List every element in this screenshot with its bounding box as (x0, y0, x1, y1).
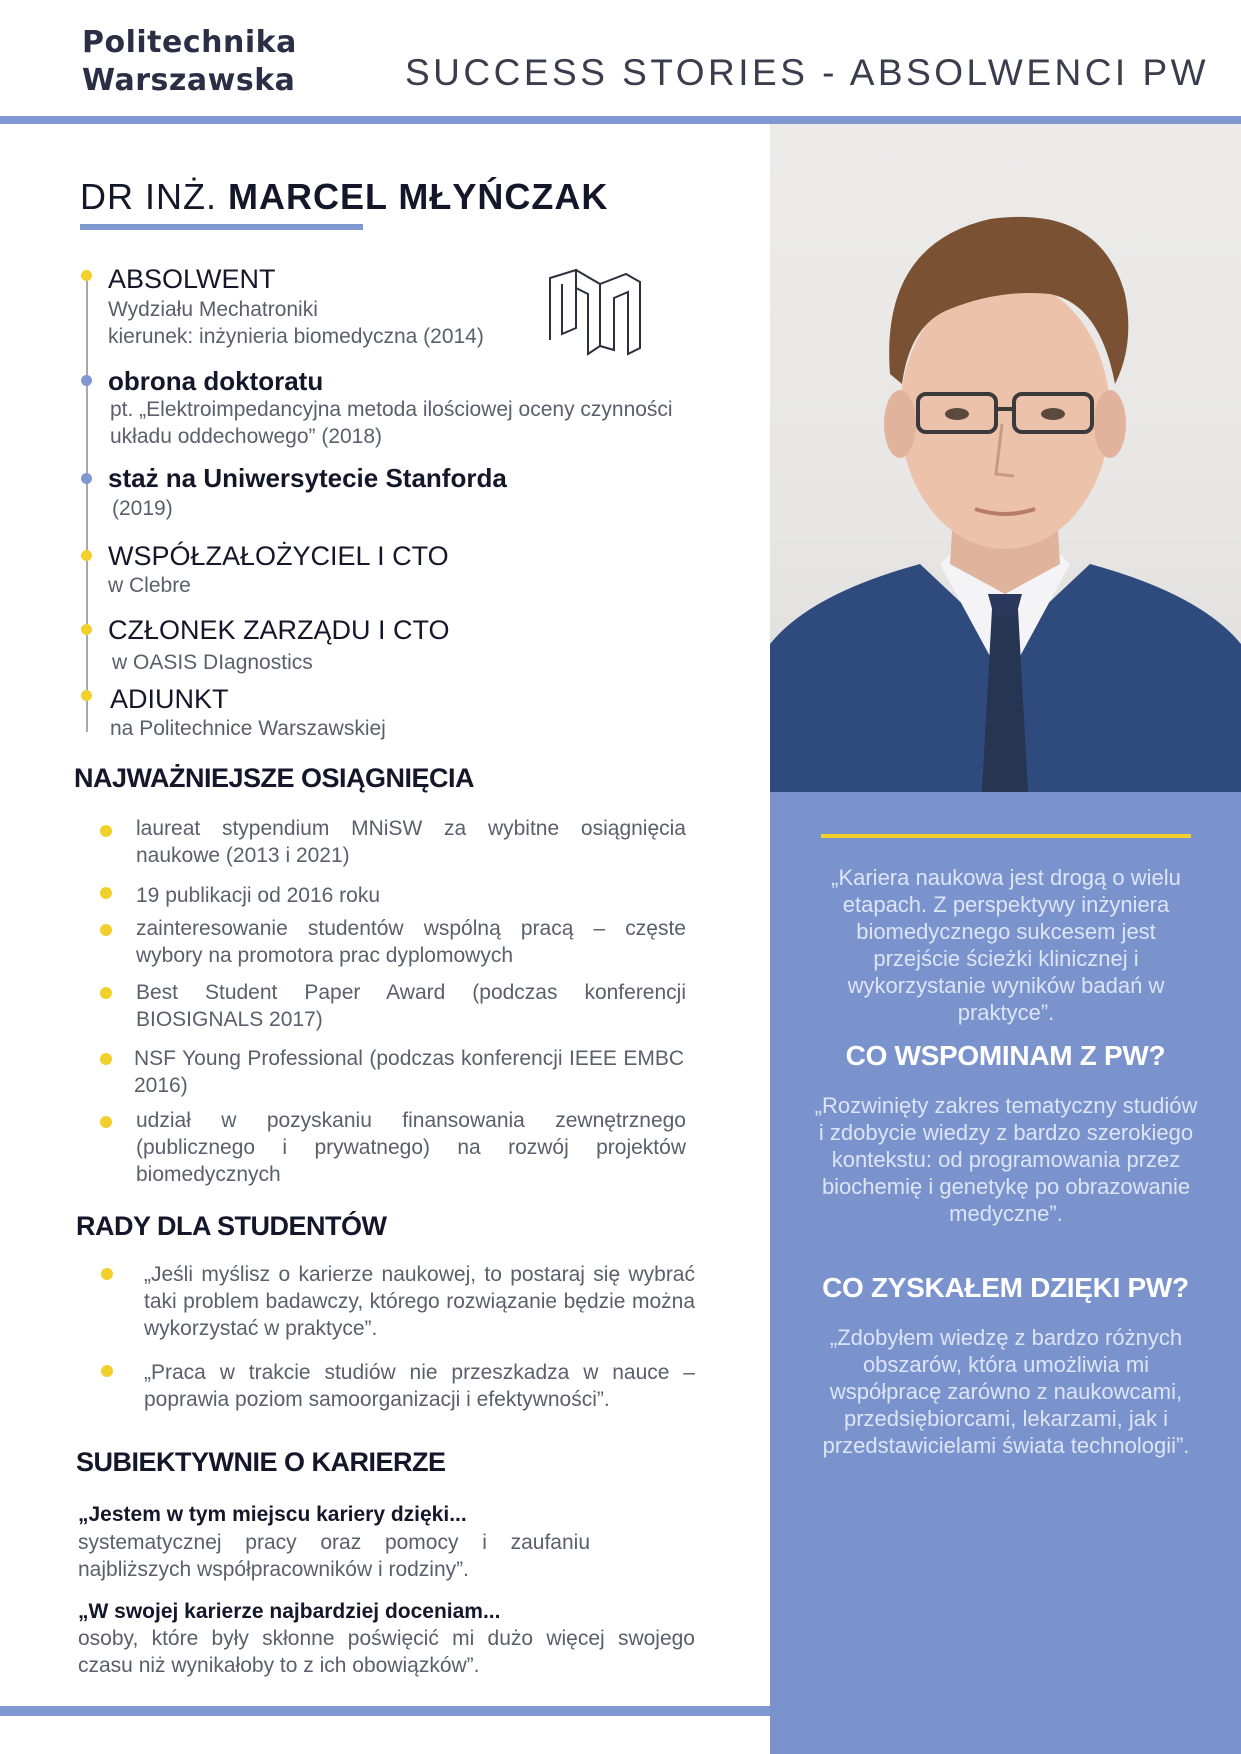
advice-heading: RADY DLA STUDENTÓW (76, 1211, 387, 1241)
timeline-title: CZŁONEK ZARZĄDU I CTO (108, 615, 450, 645)
bullet-dot (100, 1053, 112, 1065)
quotes-panel (770, 792, 1241, 1754)
name-prefix: DR INŻ. (80, 176, 217, 217)
timeline-dot (81, 624, 92, 635)
career-heading: SUBIEKTYWNIE O KARIERZE (76, 1447, 446, 1477)
logo-line-2: Warszawska (82, 63, 296, 98)
timeline-title: ADIUNKT (110, 684, 229, 714)
achievement-item: zainteresowanie studentów wspólną pracą – częste wybory na promotora prac dyplomowych (136, 917, 686, 967)
achievement-item: laureat stypendium MNiSW za wybitne osiągnięcia naukowe (2013 i 2021) (136, 817, 686, 867)
bullet-dot (100, 987, 112, 999)
timeline-dot (81, 473, 92, 484)
timeline-title: ABSOLWENT (108, 264, 276, 294)
page-header-title: SUCCESS STORIES - ABSOLWENCI PW (405, 52, 1210, 93)
bullet-dot (100, 1116, 112, 1128)
side-quote-gains: „Zdobyłem wiedzę z bardzo różnych obszarów, która umożliwia mi współpracę zarówno z naukowcami, przedsiębiorcami, lekarzami, jak i przedstawicielami świata technologii”. (822, 1325, 1190, 1458)
timeline-title: staż na Uniwersytecie Stanforda (108, 463, 507, 493)
side-heading-memories: CO WSPOMINAM Z PW? (845, 1040, 1166, 1071)
career-question-1: „Jestem w tym miejscu kariery dzięki... (78, 1503, 467, 1526)
achievements-heading: NAJWAŻNIEJSZE OSIĄGNIĘCIA (74, 763, 475, 793)
timeline-detail: kierunek: inżynieria biomedyczna (2014) (108, 325, 484, 348)
timeline-title: WSPÓŁZAŁOŻYCIEL I CTO (108, 541, 449, 571)
achievement-item: NSF Young Professional (podczas konferencji IEEE EMBC 2016) (134, 1047, 684, 1097)
bullet-dot (100, 887, 112, 899)
portrait-illustration (770, 124, 1241, 792)
bullet-dot (101, 1365, 113, 1377)
advice-item: „Jeśli myślisz o karierze naukowej, to postaraj się wybrać taki problem badawczy, którego rozwiązanie będzie można wykorzystać w praktyce”. (144, 1263, 695, 1340)
timeline-detail: na Politechnice Warszawskiej (110, 717, 386, 740)
timeline-line (86, 274, 88, 732)
career-answer-2: osoby, które były skłonne poświęcić mi dużo więcej swojego czasu niż wynikałoby to z ich obowiązków”. (78, 1627, 695, 1677)
name-underline (80, 224, 363, 230)
timeline-detail: pt. „Elektroimpedancyjna metoda ilościowej oceny czynności (110, 398, 673, 421)
timeline-detail: w OASIS DIagnostics (112, 651, 313, 674)
achievement-item: Best Student Paper Award (podczas konferencji BIOSIGNALS 2017) (136, 981, 686, 1031)
bullet-dot (100, 924, 112, 936)
footer-divider (0, 1706, 770, 1716)
career-answer-1: systematycznej pracy oraz pomocy i zaufaniu najbliższych współpracowników i rodziny”. (78, 1531, 590, 1581)
timeline-dot (81, 550, 92, 561)
timeline-detail: (2019) (112, 497, 173, 520)
logo-line-1: Politechnika (82, 25, 297, 60)
timeline-dot (81, 270, 92, 281)
timeline-dot (81, 690, 92, 701)
mechatronics-logo-icon (548, 268, 643, 356)
bullet-dot (100, 825, 112, 837)
side-quote-career: „Kariera naukowa jest drogą o wielu etapach. Z perspektywy inżyniera biomedycznego sukcesem jest przejście ścieżki klinicznej i wykorzystanie wyników badań w praktyce”. (831, 865, 1181, 1025)
faculty-logo (548, 268, 643, 361)
header-divider (0, 116, 1241, 124)
timeline-detail: Wydziału Mechatroniki (108, 298, 318, 321)
university-logo (82, 24, 297, 100)
achievement-item: udział w pozyskaniu finansowania zewnętrznego (publicznego i prywatnego) na rozwój projektów biomedycznych (136, 1109, 686, 1186)
portrait-photo (770, 124, 1241, 792)
quotes-divider (821, 834, 1191, 838)
achievement-item: 19 publikacji od 2016 roku (136, 884, 381, 907)
advice-item: „Praca w trakcie studiów nie przeszkadza w nauce – poprawia poziom samoorganizacji i efektywności”. (144, 1361, 695, 1411)
bullet-dot (101, 1268, 113, 1280)
timeline-title: obrona doktoratu (108, 366, 324, 396)
timeline-detail: układu oddechowego” (2018) (110, 425, 383, 448)
career-question-2: „W swojej karierze najbardziej doceniam... (78, 1600, 501, 1623)
side-quote-memories: „Rozwinięty zakres tematyczny studiów i zdobycie wiedzy z bardzo szerokiego kontekstu: od programowania przez biochemię i genetykę po obrazowanie medyczne”. (814, 1093, 1198, 1226)
person-name (80, 176, 608, 218)
name-main: MARCEL MŁYŃCZAK (228, 176, 609, 217)
timeline-dot (81, 375, 92, 386)
side-heading-gains: CO ZYSKAŁEM DZIĘKI PW? (822, 1272, 1189, 1303)
timeline-detail: w Clebre (108, 574, 191, 597)
